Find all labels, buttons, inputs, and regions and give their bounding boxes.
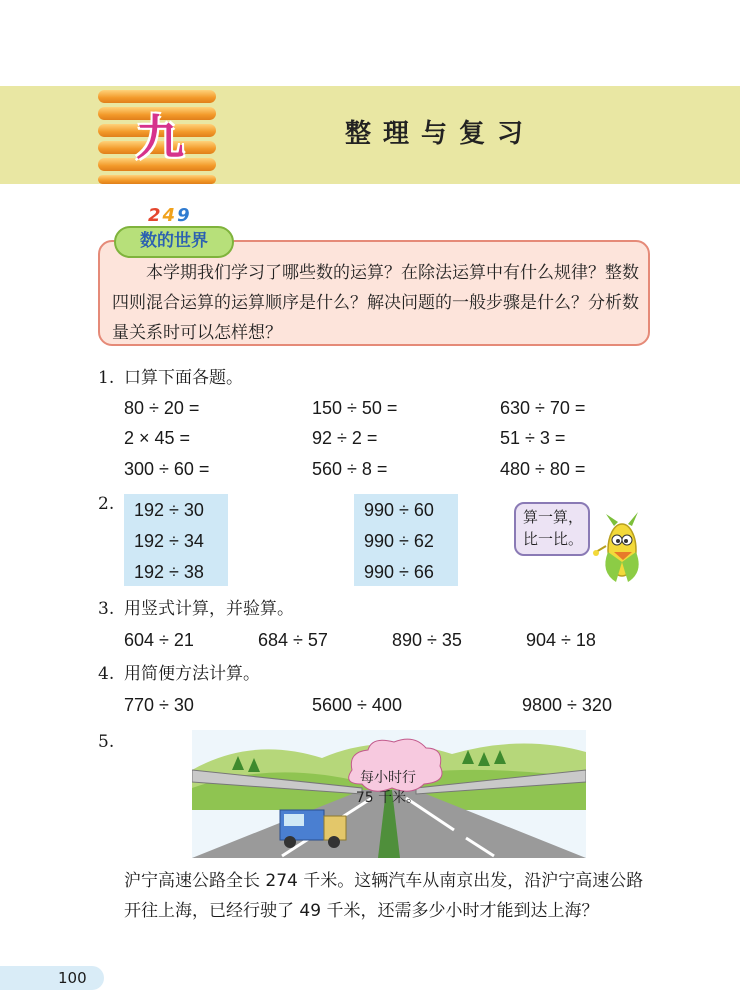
equation: 990 ÷ 62: [364, 531, 434, 551]
speed-line: 75 千米。: [355, 790, 421, 806]
equation: 192 ÷ 38: [134, 562, 204, 582]
badge-digit: 9: [177, 205, 190, 226]
badge-digit: 2: [148, 205, 161, 226]
equation: 51 ÷ 3 =: [500, 428, 566, 448]
equation: 9800 ÷ 320: [522, 695, 612, 715]
equation: 80 ÷ 20 =: [124, 398, 200, 418]
question-number: 2.: [98, 494, 115, 514]
equation: 990 ÷ 66: [364, 562, 434, 582]
question-number: 5.: [98, 732, 115, 752]
equation: 92 ÷ 2 =: [312, 428, 378, 448]
chapter-numeral: 九: [135, 110, 184, 166]
speed-line: 每小时行: [360, 770, 416, 786]
question-number: 4.: [98, 664, 115, 684]
corn-mascot-icon: [592, 512, 652, 584]
speech-line: 算一算，: [522, 508, 583, 526]
equation: 770 ÷ 30: [124, 695, 194, 715]
question-prompt: 用竖式计算，并验算。: [124, 599, 294, 619]
question-number: 1.: [98, 368, 115, 388]
question-prompt: 口算下面各题。: [124, 368, 243, 388]
equation: 480 ÷ 80 =: [500, 459, 586, 479]
page-number: 100: [58, 969, 87, 987]
question-number: 3.: [98, 599, 115, 619]
question-prompt: 用简便方法计算。: [124, 664, 260, 684]
badge-digits-decoration: [148, 205, 192, 226]
equation: 150 ÷ 50 =: [312, 398, 398, 418]
equation: 192 ÷ 30: [134, 500, 204, 520]
equation: 560 ÷ 8 =: [312, 459, 388, 479]
chapter-title: 整理与复习: [344, 119, 535, 149]
section-badge-label: 数的世界: [140, 231, 208, 251]
equation: 192 ÷ 34: [134, 531, 204, 551]
speech-bubble-text: [518, 506, 588, 550]
equation: 684 ÷ 57: [258, 630, 328, 650]
equation: 890 ÷ 35: [392, 630, 462, 650]
header-stripe: [98, 90, 216, 103]
speed-bubble-text: [348, 768, 428, 808]
header-stripe: [98, 175, 216, 184]
badge-digit: 4: [162, 205, 176, 226]
equation: 990 ÷ 60: [364, 500, 434, 520]
intro-text: 本学期我们学习了哪些数的运算？在除法运算中有什么规律？整数四则混合运算的运算顺序是什么？解决问题的一般步骤是什么？分析数量关系时可以怎样想？: [112, 263, 639, 343]
equation: 604 ÷ 21: [124, 630, 194, 650]
equation: 904 ÷ 18: [526, 630, 596, 650]
equation: 300 ÷ 60 =: [124, 459, 210, 479]
equation: 2 × 45 =: [124, 428, 191, 448]
word-problem-text: 沪宁高速公路全长 274 千米。这辆汽车从南京出发，沿沪宁高速公路开往上海，已经行驶了 49 千米，还需多少小时才能到达上海？: [124, 871, 644, 921]
speech-line: 比一比。: [522, 530, 583, 548]
equation: 630 ÷ 70 =: [500, 398, 586, 418]
equation: 5600 ÷ 400: [312, 695, 402, 715]
